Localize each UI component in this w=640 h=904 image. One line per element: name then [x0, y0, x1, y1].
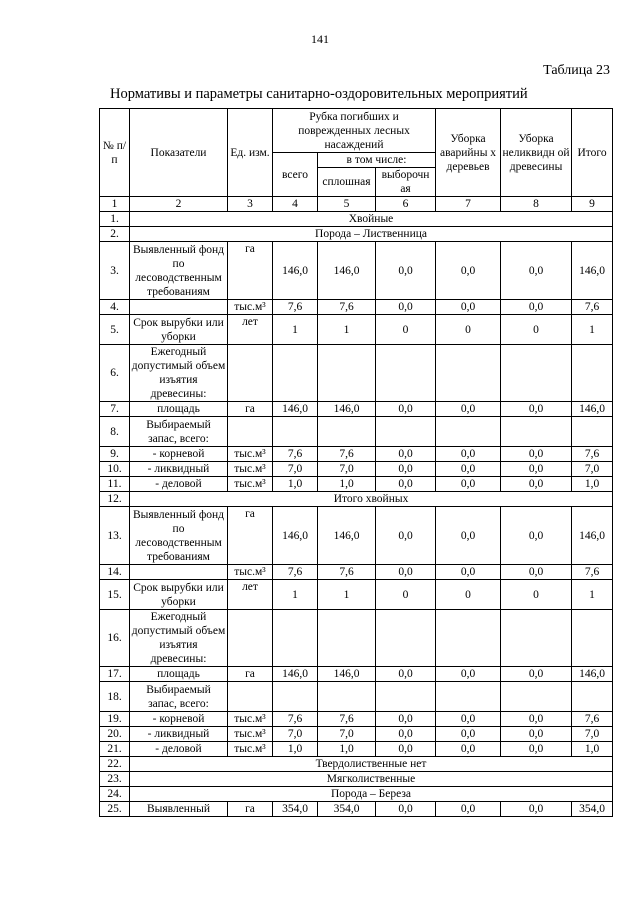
value-cell: 0,0 [376, 712, 436, 727]
value-cell: 146,0 [572, 507, 613, 565]
value-cell: 0,0 [436, 300, 501, 315]
indicator-cell: - ликвидный [130, 462, 228, 477]
value-cell [273, 682, 318, 712]
page-number: 141 [311, 32, 329, 46]
unit-cell [228, 345, 273, 402]
row-number: 23. [100, 772, 130, 787]
indicator-cell: Ежегодный допустимый объем изъятия древесины: [130, 610, 228, 667]
table-label: Таблица 23 [543, 63, 610, 78]
column-number: 3 [228, 197, 273, 212]
value-cell: 0,0 [501, 447, 572, 462]
table-row [100, 787, 613, 802]
value-cell: 0,0 [501, 507, 572, 565]
value-cell [318, 417, 376, 447]
value-cell: 146,0 [273, 507, 318, 565]
table-row [100, 477, 613, 492]
row-number: 4. [100, 300, 130, 315]
value-cell [436, 417, 501, 447]
value-cell: 7,6 [318, 447, 376, 462]
value-cell: 354,0 [273, 802, 318, 817]
value-cell: 1 [273, 580, 318, 610]
header-felling: Рубка погибших и поврежденных лесных насаждений [273, 109, 436, 153]
indicator-cell: площадь [130, 667, 228, 682]
row-number: 15. [100, 580, 130, 610]
value-cell: 0,0 [436, 402, 501, 417]
value-cell [273, 345, 318, 402]
unit-cell: лет [228, 315, 273, 345]
table-body [100, 212, 613, 817]
unit-cell [228, 417, 273, 447]
table-row [100, 610, 613, 667]
value-cell [436, 682, 501, 712]
value-cell: 0,0 [436, 667, 501, 682]
indicator-cell: Выявленный [130, 802, 228, 817]
column-number: 5 [318, 197, 376, 212]
table-row [100, 315, 613, 345]
row-number: 12. [100, 492, 130, 507]
value-cell: 7,6 [273, 712, 318, 727]
value-cell [318, 682, 376, 712]
row-number: 14. [100, 565, 130, 580]
header-unit: Ед. изм. [228, 109, 273, 197]
header-emergency: Уборка аварийны х деревьев [436, 109, 501, 197]
value-cell: 146,0 [318, 242, 376, 300]
indicator-cell [130, 565, 228, 580]
header-indicator: Показатели [130, 109, 228, 197]
value-cell: 7,0 [273, 462, 318, 477]
value-cell: 0,0 [501, 727, 572, 742]
header-clear: сплошная [318, 168, 376, 197]
table-row [100, 580, 613, 610]
value-cell: 1 [572, 580, 613, 610]
value-cell: 7,6 [318, 565, 376, 580]
value-cell: 7,0 [318, 462, 376, 477]
value-cell: 146,0 [572, 667, 613, 682]
value-cell: 0,0 [436, 477, 501, 492]
value-cell: 0 [376, 315, 436, 345]
table-row [100, 742, 613, 757]
value-cell [572, 417, 613, 447]
value-cell: 0,0 [376, 507, 436, 565]
value-cell: 7,6 [273, 565, 318, 580]
value-cell: 0 [376, 580, 436, 610]
value-cell: 7,0 [572, 727, 613, 742]
section-heading: Итого хвойных [130, 492, 613, 507]
value-cell [436, 610, 501, 667]
value-cell [318, 610, 376, 667]
value-cell: 7,6 [572, 565, 613, 580]
column-number: 8 [501, 197, 572, 212]
value-cell: 0 [436, 580, 501, 610]
value-cell: 0 [436, 315, 501, 345]
column-number: 6 [376, 197, 436, 212]
table-row [100, 492, 613, 507]
value-cell: 1,0 [572, 477, 613, 492]
value-cell: 0,0 [436, 802, 501, 817]
value-cell: 0,0 [376, 727, 436, 742]
value-cell: 146,0 [273, 402, 318, 417]
row-number: 17. [100, 667, 130, 682]
value-cell: 1,0 [318, 477, 376, 492]
value-cell: 7,0 [318, 727, 376, 742]
value-cell: 146,0 [318, 507, 376, 565]
table-row [100, 565, 613, 580]
header-including: в том числе: [318, 153, 436, 168]
indicator-cell: - ликвидный [130, 727, 228, 742]
table-row [100, 227, 613, 242]
header-total: всего [273, 153, 318, 197]
section-heading: Порода – Береза [130, 787, 613, 802]
value-cell [318, 345, 376, 402]
section-heading: Порода – Лиственница [130, 227, 613, 242]
section-heading: Твердолиственные нет [130, 757, 613, 772]
row-number: 19. [100, 712, 130, 727]
value-cell: 0,0 [501, 402, 572, 417]
value-cell: 0,0 [501, 742, 572, 757]
value-cell: 0,0 [376, 462, 436, 477]
value-cell: 1 [318, 315, 376, 345]
table-row [100, 667, 613, 682]
header-selective: выборочн ая [376, 168, 436, 197]
unit-cell: га [228, 242, 273, 300]
row-number: 8. [100, 417, 130, 447]
value-cell: 0,0 [376, 565, 436, 580]
value-cell [501, 345, 572, 402]
value-cell: 0,0 [501, 667, 572, 682]
indicator-cell: Ежегодный допустимый объем изъятия древесины: [130, 345, 228, 402]
value-cell: 0 [501, 580, 572, 610]
value-cell [501, 682, 572, 712]
value-cell [572, 610, 613, 667]
value-cell: 146,0 [318, 667, 376, 682]
value-cell: 1 [273, 315, 318, 345]
value-cell: 1,0 [273, 742, 318, 757]
indicator-cell: Выбираемый запас, всего: [130, 417, 228, 447]
value-cell: 1 [572, 315, 613, 345]
row-number: 9. [100, 447, 130, 462]
column-number: 2 [130, 197, 228, 212]
unit-cell: тыс.м³ [228, 742, 273, 757]
value-cell: 0,0 [501, 242, 572, 300]
column-number: 9 [572, 197, 613, 212]
column-numbers-row [100, 197, 613, 212]
unit-cell: лет [228, 580, 273, 610]
column-number: 7 [436, 197, 501, 212]
value-cell: 0,0 [376, 802, 436, 817]
unit-cell: тыс.м³ [228, 300, 273, 315]
value-cell: 0,0 [501, 477, 572, 492]
value-cell: 146,0 [318, 402, 376, 417]
value-cell: 0,0 [376, 402, 436, 417]
value-cell: 0,0 [376, 667, 436, 682]
row-number: 3. [100, 242, 130, 300]
row-number: 24. [100, 787, 130, 802]
value-cell: 354,0 [318, 802, 376, 817]
value-cell [376, 610, 436, 667]
value-cell: 146,0 [572, 402, 613, 417]
value-cell: 1,0 [572, 742, 613, 757]
value-cell: 0,0 [376, 242, 436, 300]
unit-cell [228, 610, 273, 667]
indicator-cell: Срок вырубки или уборки [130, 580, 228, 610]
table-row [100, 802, 613, 817]
value-cell: 7,0 [572, 462, 613, 477]
table-row [100, 300, 613, 315]
value-cell [376, 345, 436, 402]
column-number: 4 [273, 197, 318, 212]
value-cell: 0,0 [436, 462, 501, 477]
unit-cell [228, 682, 273, 712]
unit-cell: тыс.м³ [228, 565, 273, 580]
row-number: 16. [100, 610, 130, 667]
table-row [100, 772, 613, 787]
table-row [100, 757, 613, 772]
value-cell: 0,0 [436, 242, 501, 300]
row-number: 1. [100, 212, 130, 227]
indicator-cell: - корневой [130, 447, 228, 462]
column-number: 1 [100, 197, 130, 212]
value-cell: 0,0 [501, 802, 572, 817]
indicator-cell: площадь [130, 402, 228, 417]
value-cell: 0,0 [376, 447, 436, 462]
table-row [100, 507, 613, 565]
section-heading: Мягколиственные [130, 772, 613, 787]
row-number: 2. [100, 227, 130, 242]
table-row [100, 402, 613, 417]
row-number: 11. [100, 477, 130, 492]
row-number: 6. [100, 345, 130, 402]
unit-cell: га [228, 402, 273, 417]
value-cell: 7,6 [572, 447, 613, 462]
value-cell: 0,0 [376, 477, 436, 492]
row-number: 22. [100, 757, 130, 772]
norms-table [99, 108, 613, 817]
value-cell: 354,0 [572, 802, 613, 817]
value-cell: 7,6 [572, 712, 613, 727]
section-heading: Хвойные [130, 212, 613, 227]
unit-cell: тыс.м³ [228, 727, 273, 742]
value-cell: 0,0 [501, 462, 572, 477]
indicator-cell: Выбираемый запас, всего: [130, 682, 228, 712]
unit-cell: га [228, 667, 273, 682]
table-row [100, 712, 613, 727]
value-cell: 7,6 [273, 447, 318, 462]
value-cell: 0,0 [436, 727, 501, 742]
unit-cell: га [228, 507, 273, 565]
indicator-cell: - деловой [130, 477, 228, 492]
indicator-cell: - деловой [130, 742, 228, 757]
value-cell: 1,0 [318, 742, 376, 757]
value-cell [376, 417, 436, 447]
value-cell: 146,0 [273, 667, 318, 682]
value-cell: 1 [318, 580, 376, 610]
unit-cell: тыс.м³ [228, 712, 273, 727]
value-cell [273, 610, 318, 667]
row-number: 10. [100, 462, 130, 477]
unit-cell: тыс.м³ [228, 477, 273, 492]
value-cell: 0,0 [436, 507, 501, 565]
row-number: 25. [100, 802, 130, 817]
indicator-cell: - корневой [130, 712, 228, 727]
value-cell: 0,0 [376, 742, 436, 757]
value-cell: 0,0 [376, 300, 436, 315]
value-cell: 1,0 [273, 477, 318, 492]
value-cell: 146,0 [572, 242, 613, 300]
header-itogo: Итого [572, 109, 613, 197]
table-row [100, 447, 613, 462]
value-cell [376, 682, 436, 712]
table-row [100, 242, 613, 300]
indicator-cell: Выявленный фонд по лесоводственным требованиям [130, 507, 228, 565]
row-number: 13. [100, 507, 130, 565]
header-num: № п/п [100, 109, 130, 197]
value-cell: 7,6 [572, 300, 613, 315]
value-cell: 7,6 [273, 300, 318, 315]
table-row [100, 682, 613, 712]
table-row [100, 212, 613, 227]
unit-cell: тыс.м³ [228, 462, 273, 477]
row-number: 7. [100, 402, 130, 417]
value-cell [572, 682, 613, 712]
table-row [100, 462, 613, 477]
unit-cell: га [228, 802, 273, 817]
value-cell: 0,0 [501, 565, 572, 580]
value-cell: 7,6 [318, 712, 376, 727]
value-cell: 0,0 [501, 300, 572, 315]
indicator-cell: Выявленный фонд по лесоводственным требованиям [130, 242, 228, 300]
value-cell: 0,0 [501, 712, 572, 727]
row-number: 18. [100, 682, 130, 712]
table-row [100, 345, 613, 402]
value-cell [436, 345, 501, 402]
value-cell: 0,0 [436, 712, 501, 727]
table-row [100, 417, 613, 447]
value-cell: 0,0 [436, 742, 501, 757]
header-nonliquid: Уборка неликвидн ой древесины [501, 109, 572, 197]
value-cell: 146,0 [273, 242, 318, 300]
row-number: 21. [100, 742, 130, 757]
value-cell: 0 [501, 315, 572, 345]
indicator-cell [130, 300, 228, 315]
value-cell: 7,6 [318, 300, 376, 315]
table-row [100, 727, 613, 742]
row-number: 20. [100, 727, 130, 742]
value-cell [501, 417, 572, 447]
table-title: Нормативы и параметры санитарно-оздоровительных мероприятий [110, 86, 528, 102]
value-cell [501, 610, 572, 667]
value-cell [273, 417, 318, 447]
row-number: 5. [100, 315, 130, 345]
value-cell: 0,0 [436, 447, 501, 462]
indicator-cell: Срок вырубки или уборки [130, 315, 228, 345]
value-cell [572, 345, 613, 402]
value-cell: 0,0 [436, 565, 501, 580]
unit-cell: тыс.м³ [228, 447, 273, 462]
value-cell: 7,0 [273, 727, 318, 742]
